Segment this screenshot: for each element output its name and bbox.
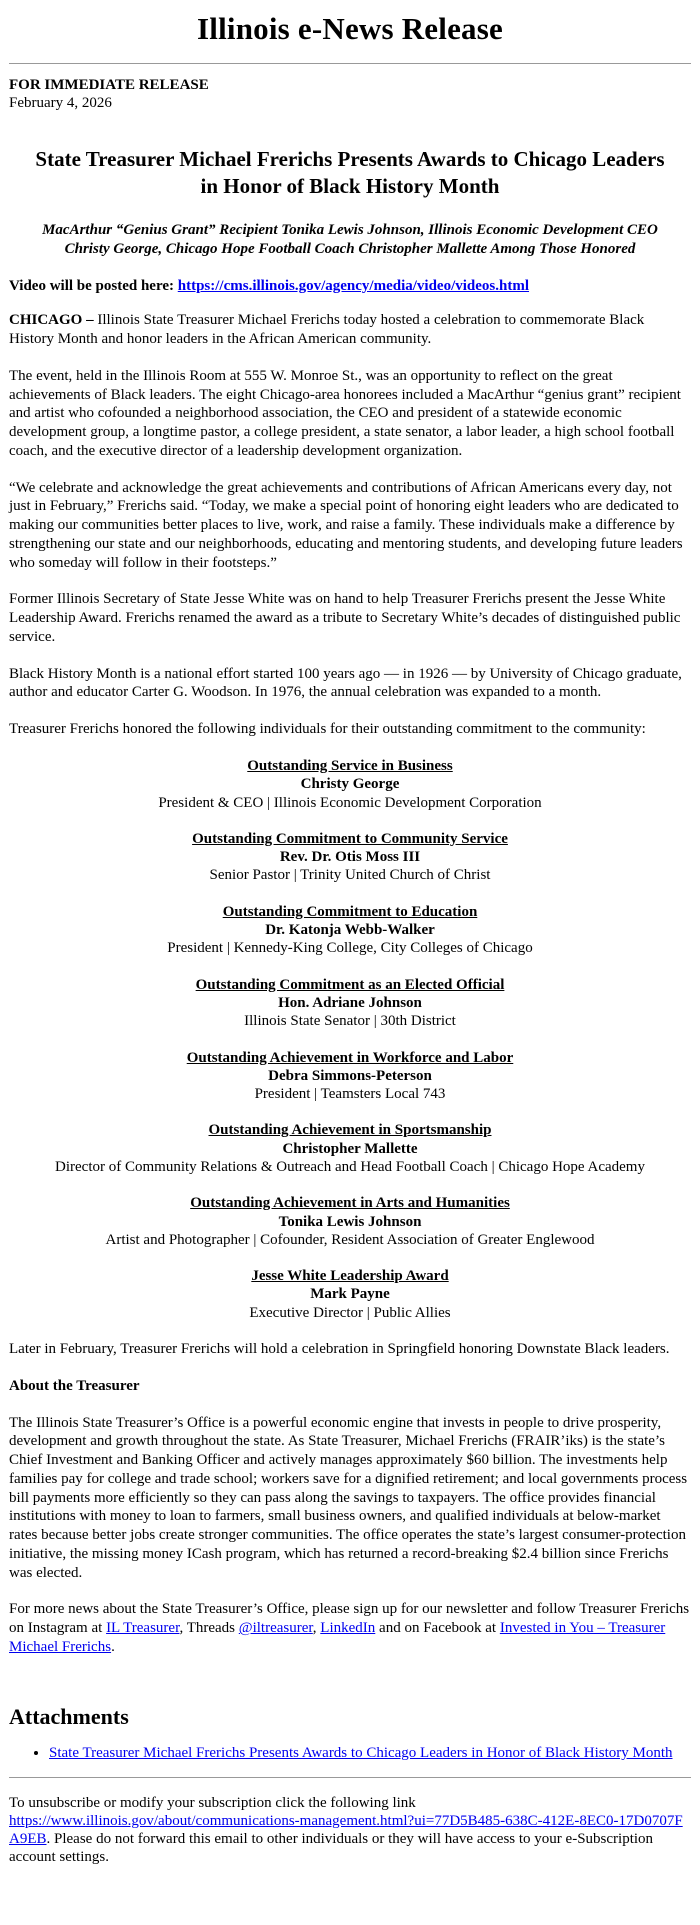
award-category: Outstanding Commitment to Education (222, 903, 478, 920)
body-paragraph: Former Illinois Secretary of State Jesse White was on hand to help Treasurer Frerichs present the Jesse White Leadership Award. Frerichs renamed the award as a tribute to Secretary White’s decades of distinguished public service. (9, 591, 681, 645)
award-honoree: Dr. Katonja Webb-Walker (265, 922, 435, 939)
award-honoree-title: President | Teamsters Local 743 (254, 1086, 446, 1103)
release-info (9, 76, 691, 112)
award-honoree: Tonika Lewis Johnson (278, 1213, 422, 1230)
headline: State Treasurer Michael Frerichs Presents Awards to Chicago Leaders in Honor of Black History Month (35, 146, 665, 199)
later-paragraph: Later in February, Treasurer Frerichs will hold a celebration in Springfield honoring Downstate Black leaders. (9, 1341, 670, 1358)
award-block (9, 1194, 691, 1249)
award-block (9, 757, 691, 812)
social-text: , Threads (179, 1620, 236, 1637)
social-text: and on Facebook at (379, 1620, 497, 1637)
dateline: CHICAGO – (9, 312, 94, 329)
release-date: February 4, 2026 (9, 94, 112, 111)
facebook-link[interactable]: Invested in You – Treasurer Michael Frerichs (9, 1620, 666, 1655)
social-paragraph (9, 1600, 691, 1656)
body-paragraph: Black History Month is a national effort started 100 years ago — in 1926 — by University of Chicago graduate, author and educator Carter G. Woodson. In 1976, the annual celebration was expanded to a month. (9, 665, 682, 701)
attachments-list (9, 1744, 691, 1763)
award-block (9, 976, 691, 1031)
award-category: Outstanding Commitment as an Elected Official (195, 976, 505, 993)
award-block (9, 1049, 691, 1104)
attachment-link[interactable]: State Treasurer Michael Frerichs Presents Awards to Chicago Leaders in Honor of Black History Month (49, 1745, 673, 1762)
award-honoree-title: Illinois State Senator | 30th District (244, 1013, 456, 1030)
subheadline: MacArthur “Genius Grant” Recipient Tonika Lewis Johnson, Illinois Economic Development CEO Christy George, Chicago Hope Football Coach Christopher Mallette Among Those Honored (42, 222, 658, 257)
footer-divider (9, 1777, 691, 1778)
body-paragraph: “We celebrate and acknowledge the great achievements and contributions of African Americans every day, not just in February,” Frerichs said. “Today, we make a special point of honoring eight leaders who are dedicated to making our communities better places to live, work, and raise a family. These individuals make a difference by strengthening our state and our neighborhoods, educating and mentoring students, and developing future leaders who someday will follow in their footsteps.” (9, 479, 683, 571)
masthead-title: Illinois e-News Release (197, 11, 503, 46)
award-block (9, 903, 691, 958)
award-category: Outstanding Service in Business (247, 757, 453, 774)
award-honoree: Rev. Dr. Otis Moss III (279, 849, 421, 866)
award-block (9, 1267, 691, 1322)
attachment-item (49, 1744, 691, 1763)
award-honoree: Christy George (300, 776, 400, 793)
video-link[interactable]: https://cms.illinois.gov/agency/media/video/videos.html (177, 277, 530, 294)
intro-text: Illinois State Treasurer Michael Frerichs today hosted a celebration to commemorate Black History Month and honor leaders in the African American community. (9, 312, 645, 348)
threads-link[interactable]: @iltreasurer (238, 1620, 313, 1637)
linkedin-link[interactable]: LinkedIn (320, 1620, 376, 1637)
body-paragraph: The event, held in the Illinois Room at 555 W. Monroe St., was an opportunity to reflect on the great achievements of Black leaders. The eight Chicago-area honorees included a MacArthur “genius grant” recipient and artist who cofounded a neighborhood association, the CEO and president of a statewide economic development group, a longtime pastor, a college president, a state senator, a labor leader, a high school football coach, and the executive director of a leadership development organization. (9, 367, 681, 459)
unsubscribe-text: To unsubscribe or modify your subscription click the following link (9, 1794, 416, 1811)
footer-notice: . Please do not forward this email to other individuals or they will have access to your e-Subscription account settings. (9, 1830, 654, 1865)
award-honoree-title: President | Kennedy-King College, City Colleges of Chicago (167, 940, 533, 957)
award-honoree-title: Executive Director | Public Allies (249, 1304, 451, 1321)
about-heading: About the Treasurer (9, 1377, 140, 1394)
award-honoree-title: Senior Pastor | Trinity United Church of Christ (209, 867, 491, 884)
award-category: Jesse White Leadership Award (251, 1268, 449, 1285)
unsubscribe-link[interactable]: https://www.illinois.gov/about/communications-management.html?ui=77D5B485-638C-412E-8EC0-17D0707FA9EB (9, 1812, 683, 1847)
social-text: . (111, 1638, 115, 1655)
about-paragraph: The Illinois State Treasurer’s Office is a powerful economic engine that invests in people to drive prosperity, development and growth throughout the state. As State Treasurer, Michael Frerichs (FRAIR’iks) is the state’s Chief Investment and Banking Officer and actively manages approximately $60 billion. The investments help families pay for college and trade school; workers save for a dignified retirement; and local governments process bill payments more efficiently so they can pass along the savings to taxpayers. The office provides financial institutions with money to loan to farmers, small business owners, and qualified individuals at below-market rates because better jobs create stronger communities. The office operates the state’s largest consumer-protection initiative, the missing money ICash program, which has returned a record-breaking $2.4 billion since Frerichs was elected. (9, 1414, 688, 1581)
attachments-heading: Attachments (9, 1703, 129, 1729)
award-honoree: Debra Simmons-Peterson (268, 1067, 432, 1084)
award-category: Outstanding Achievement in Arts and Humanities (190, 1195, 510, 1212)
social-text: For more news about the State Treasurer’s Office, please sign up for our newsletter and follow Treasurer Frerichs on Instagram at (9, 1601, 690, 1637)
award-category: Outstanding Achievement in Sportsmanship (208, 1122, 492, 1139)
award-category: Outstanding Commitment to Community Service (192, 830, 508, 847)
video-label: Video will be posted here: (9, 277, 174, 294)
award-block (9, 1121, 691, 1176)
award-category: Outstanding Achievement in Workforce and Labor (186, 1049, 514, 1066)
footer (9, 1794, 691, 1866)
award-honoree-title: President & CEO | Illinois Economic Development Corporation (158, 794, 542, 811)
top-divider (9, 63, 691, 64)
video-line (9, 277, 691, 296)
intro-paragraph (9, 311, 691, 349)
award-honoree: Hon. Adriane Johnson (278, 994, 422, 1011)
social-text: , (312, 1620, 317, 1637)
award-honoree-title: Director of Community Relations & Outreach and Head Football Coach | Chicago Hope Academy (55, 1158, 645, 1175)
release-label: FOR IMMEDIATE RELEASE (9, 76, 209, 93)
award-block (9, 830, 691, 885)
body-paragraph: Treasurer Frerichs honored the following individuals for their outstanding commitment to the community: (9, 721, 646, 738)
award-honoree-title: Artist and Photographer | Cofounder, Resident Association of Greater Englewood (105, 1231, 595, 1248)
award-honoree: Christopher Mallette (282, 1140, 418, 1157)
award-honoree: Mark Payne (310, 1286, 390, 1303)
instagram-link[interactable]: IL Treasurer (106, 1620, 180, 1637)
